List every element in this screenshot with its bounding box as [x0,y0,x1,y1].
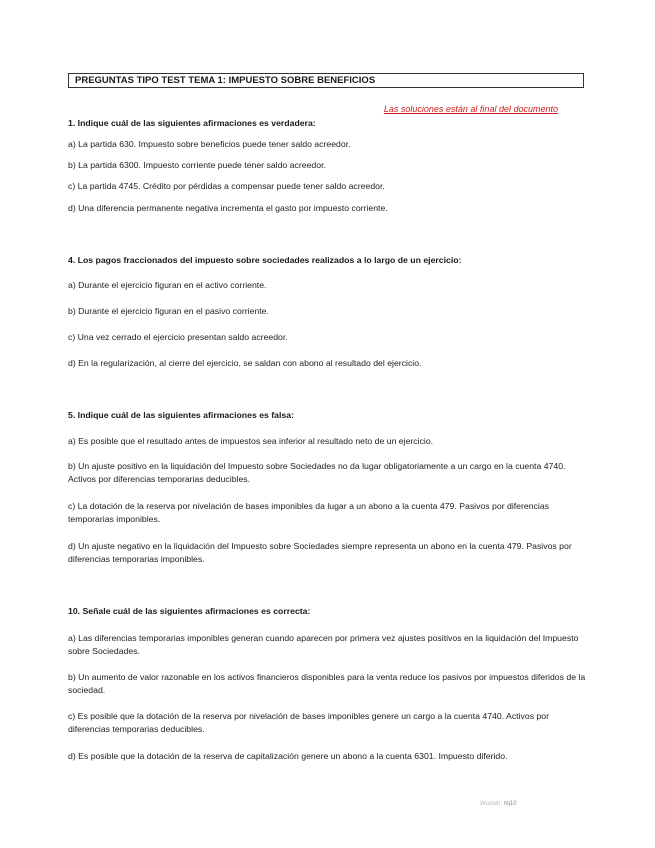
question-10-option-c: c) Es posible que la dotación de la reserva por nivelación de bases imponibles genere un cargo a la cuenta 4740. Activos por diferencias temporarias deducibles. [68,711,550,734]
question-5-title: 5. Indique cuál de las siguientes afirmaciones es falsa: [68,410,294,420]
question-1-option-c: c) La partida 4745. Crédito por pérdidas a compensar puede tener saldo acreedor. [68,181,385,191]
question-1-title: 1. Indique cuál de las siguientes afirmaciones es verdadera: [68,118,316,128]
footer-code: mj10 [503,801,517,807]
question-4-title: 4. Los pagos fraccionados del impuesto sobre sociedades realizados a lo largo de un ejercicio: [68,255,462,265]
question-10-option-a: a) Las diferencias temporarias imponibles generan cuando aparecen por primera vez ajustes positivos en la liquidación del Impuesto sobre Sociedades. [68,633,579,656]
question-1-option-a: a) La partida 630. Impuesto sobre beneficios puede tener saldo acreedor. [68,139,351,149]
question-5-option-d: d) Un ajuste negativo en la liquidación del Impuesto sobre Sociedades siempre representa un abono en la cuenta 479. Pasivos por diferencias temporarias imponibles. [68,541,572,564]
footer-watermark [480,801,517,807]
question-5-option-b: b) Un ajuste positivo en la liquidación del Impuesto sobre Sociedades no da lugar obligatoriamente a un cargo en la cuenta 4740. Activos por diferencias temporarias deducibles. [68,461,566,484]
question-10-option-d: d) Es posible que la dotación de la reserva de capitalización genere un abono a la cuenta 6301. Impuesto diferido. [68,751,508,761]
question-5-option-a: a) Es posible que el resultado antes de impuestos sea inferior al resultado neto de un ejercicio. [68,436,434,446]
question-1-option-b: b) La partida 6300. Impuesto corriente puede tener saldo acreedor. [68,160,326,170]
question-10-option-b: b) Un aumento de valor razonable en los activos financieros disponibles para la venta reduce los pasivos por impuestos diferidos de la sociedad. [68,672,586,695]
question-4-option-c: c) Una vez cerrado el ejercicio presentan saldo acreedor. [68,332,288,342]
question-5-option-c: c) La dotación de la reserva por nivelación de bases imponibles da lugar a un abono a la cuenta 479. Pasivos por diferencias temporarias imponibles. [68,501,550,524]
question-10-title: 10. Señale cuál de las siguientes afirmaciones es correcta: [68,606,311,616]
question-4-option-b: b) Durante el ejercicio figuran en el pasivo corriente. [68,306,269,316]
question-4-option-d: d) En la regularización, al cierre del ejercicio, se saldan con abono al resultado del ejercicio. [68,358,422,368]
question-4-option-a: a) Durante el ejercicio figuran en el activo corriente. [68,280,267,290]
question-1-option-d: d) Una diferencia permanente negativa incrementa el gasto por impuesto corriente. [68,203,388,213]
solutions-note: Las soluciones están al final del documento [383,104,558,114]
footer-source: Wuolah: [480,801,502,807]
document-title: PREGUNTAS TIPO TEST TEMA 1: IMPUESTO SOBRE BENEFICIOS [68,73,584,88]
